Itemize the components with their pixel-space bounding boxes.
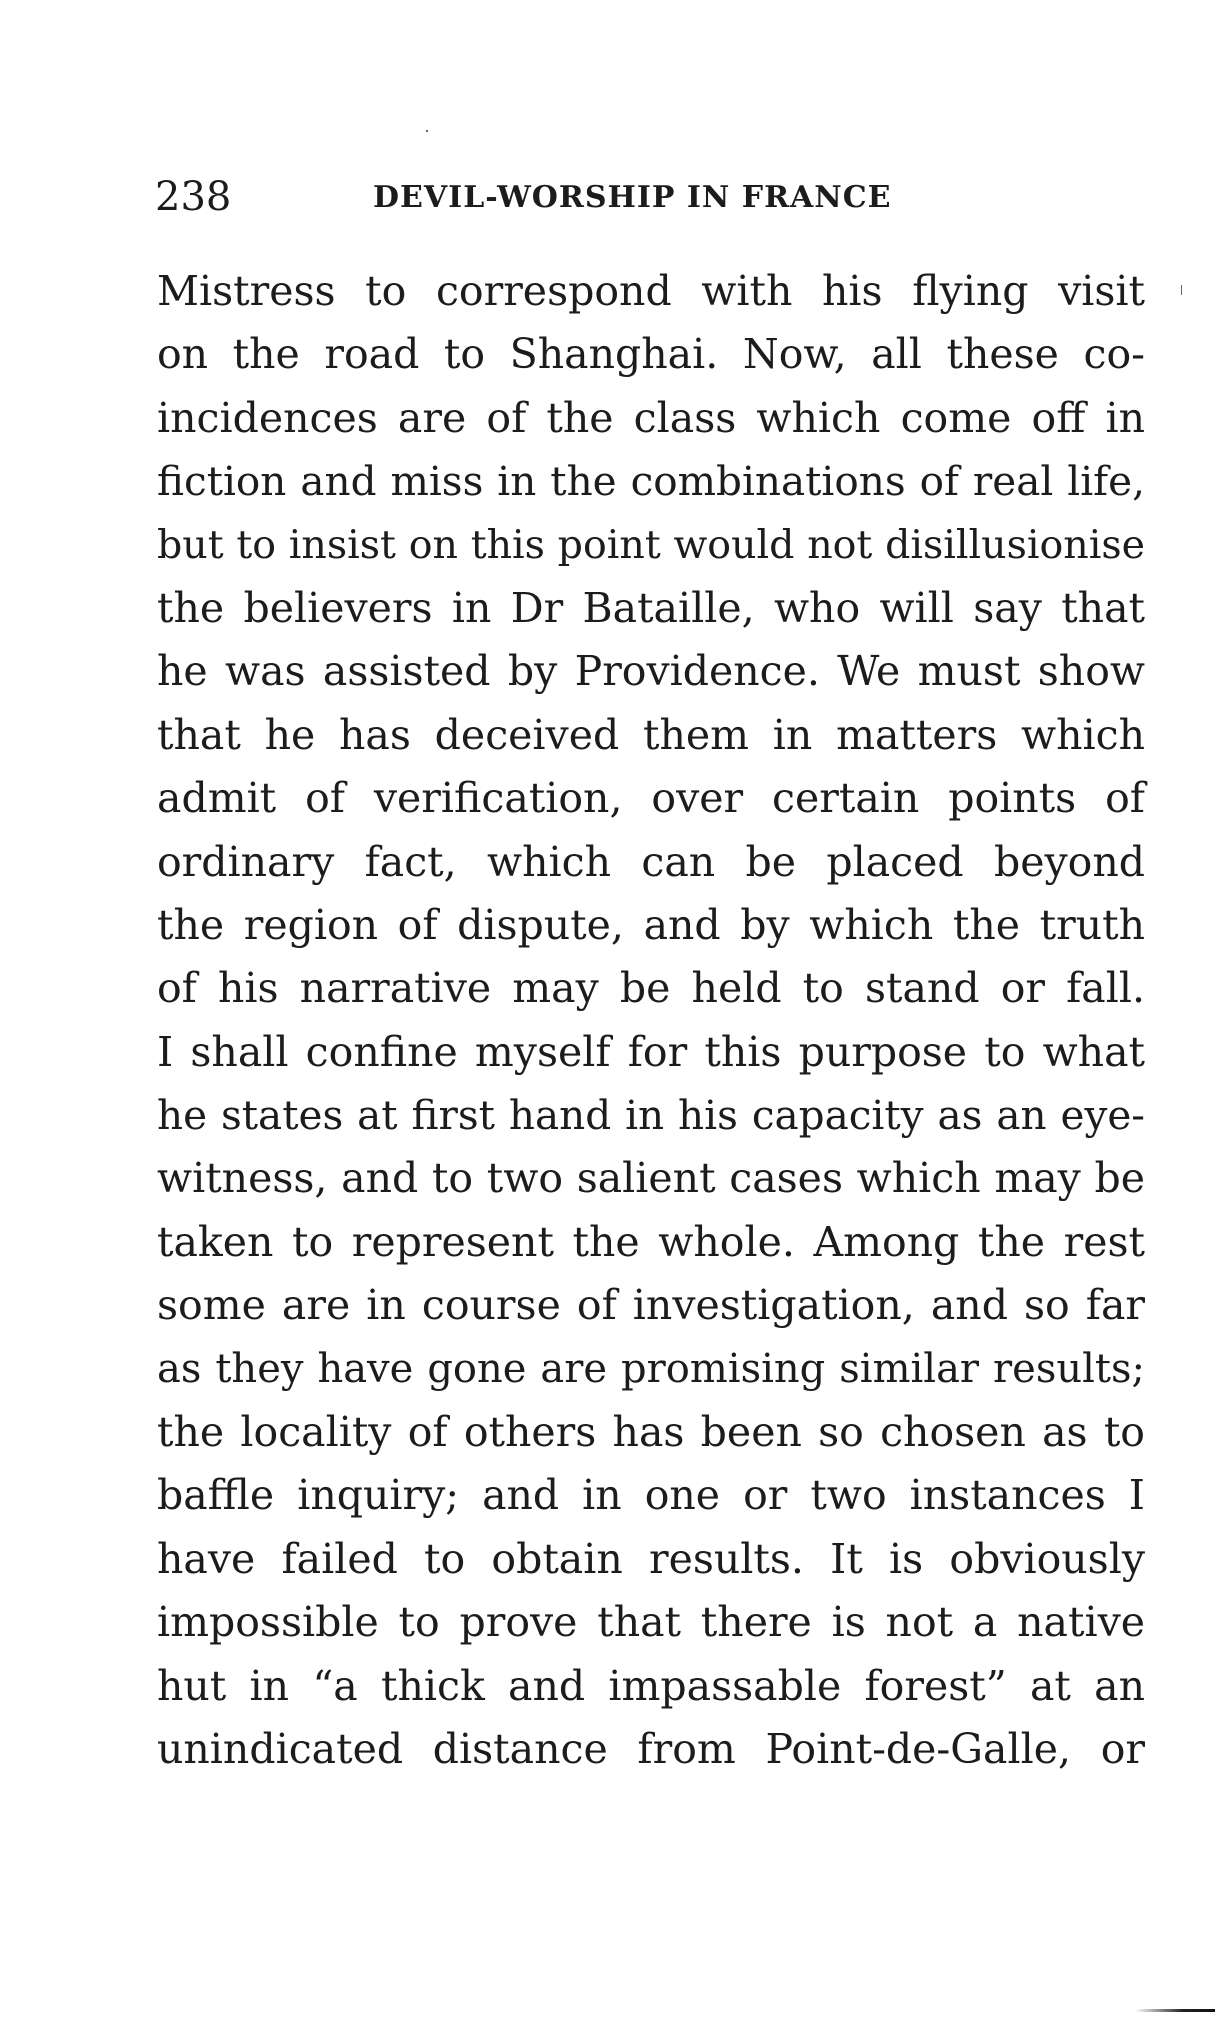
page-header [155, 172, 1155, 222]
text-line: fiction and miss in the combinations of real life, [157, 457, 1145, 506]
text-line: I shall confine myself for this purpose to what [157, 1027, 1145, 1076]
text-line: witness, and to two salient cases which may be [157, 1154, 1145, 1203]
text-line: of his narrative may be held to stand or fall. [157, 964, 1145, 1013]
running-title: DEVIL-WORSHIP IN FRANCE [373, 180, 892, 215]
text-line: on the road to Shanghai. Now, all these co- [157, 330, 1145, 379]
text-line: Mistress to correspond with his flying visit [157, 267, 1145, 315]
text-line: as they have gone are promising similar results; [157, 1345, 1145, 1392]
text-line: the believers in Dr Bataille, who will say that [157, 583, 1145, 632]
text-line: some are in course of investigation, and so far [157, 1281, 1145, 1330]
print-speck [1181, 285, 1182, 295]
text-line: baffle inquiry; and in one or two instances I [157, 1471, 1145, 1520]
text-line: unindicated distance from Point-de-Galle, or [157, 1724, 1145, 1773]
page-number: 238 [155, 174, 232, 220]
text-line: admit of verification, over certain points of [157, 774, 1145, 823]
text-line: have failed to obtain results. It is obviously [157, 1534, 1145, 1583]
print-smudge [1135, 2009, 1215, 2012]
body-text [157, 260, 1145, 1781]
text-line: he was assisted by Providence. We must show [157, 647, 1145, 696]
text-line: but to insist on this point would not disillusionise [157, 521, 1145, 568]
print-speck [426, 130, 428, 132]
text-line: impossible to prove that there is not a native [157, 1598, 1145, 1647]
text-line: ordinary fact, which can be placed beyond [157, 837, 1145, 886]
text-line: the region of dispute, and by which the truth [157, 900, 1145, 949]
text-line: incidences are of the class which come off in [157, 393, 1145, 442]
text-line: that he has deceived them in matters which [157, 710, 1145, 759]
text-line: taken to represent the whole. Among the rest [157, 1217, 1145, 1266]
text-line: the locality of others has been so chosen as to [157, 1408, 1145, 1457]
text-line: he states at first hand in his capacity as an eye- [157, 1091, 1145, 1140]
text-line: hut in “a thick and impassable forest” at an [157, 1661, 1145, 1710]
